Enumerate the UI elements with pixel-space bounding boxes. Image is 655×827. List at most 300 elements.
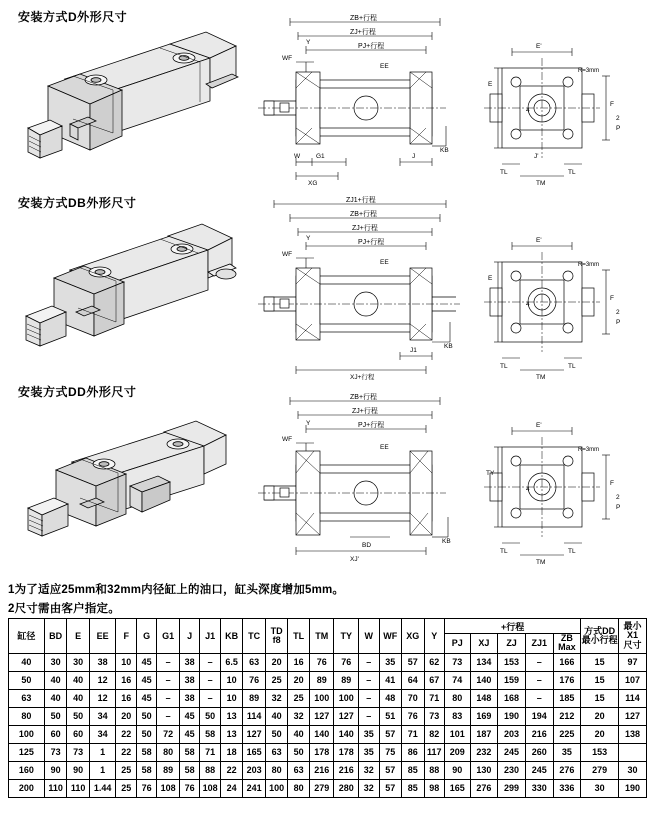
svg-text:J': J' bbox=[534, 153, 539, 160]
table-cell: 40 bbox=[67, 671, 90, 689]
svg-text:G1: G1 bbox=[316, 153, 325, 160]
table-cell: 40 bbox=[67, 689, 90, 707]
table-cell: 13 bbox=[220, 725, 243, 743]
table-cell: – bbox=[359, 653, 379, 671]
table-cell: 130 bbox=[470, 761, 498, 779]
table-cell: 20 bbox=[581, 725, 619, 743]
footnote-1: 1为了适应25mm和32mm内径缸上的油口，缸头深度增加5mm。 bbox=[8, 584, 345, 596]
table-cell: 16 bbox=[288, 653, 310, 671]
table-cell: 76 bbox=[136, 779, 156, 797]
th-bore: 缸径 bbox=[9, 619, 45, 654]
table-cell: 299 bbox=[498, 779, 526, 797]
table-cell: 90 bbox=[67, 761, 90, 779]
table-cell: 20 bbox=[288, 671, 310, 689]
svg-text:F: F bbox=[610, 101, 614, 108]
th-kb: KB bbox=[220, 619, 243, 654]
table-cell: 100 bbox=[265, 779, 288, 797]
svg-text:TL: TL bbox=[568, 363, 576, 370]
table-cell: 13 bbox=[220, 707, 243, 725]
table-cell: 140 bbox=[470, 671, 498, 689]
svg-text:Y: Y bbox=[306, 39, 311, 46]
table-cell: 89 bbox=[334, 671, 359, 689]
table-cell: 110 bbox=[44, 779, 67, 797]
th-tm: TM bbox=[309, 619, 334, 654]
table-cell: 276 bbox=[553, 761, 581, 779]
table-cell: – bbox=[200, 671, 220, 689]
svg-text:TM: TM bbox=[536, 374, 546, 380]
isometric-drawing-db bbox=[10, 212, 240, 372]
table-cell: 10 bbox=[116, 653, 136, 671]
svg-text:E: E bbox=[488, 275, 493, 282]
table-cell: 58 bbox=[136, 761, 156, 779]
table-header-row-1 bbox=[9, 619, 647, 634]
table-cell: 160 bbox=[9, 761, 45, 779]
table-cell: 35 bbox=[379, 653, 402, 671]
table-cell: 1 bbox=[89, 743, 116, 761]
table-cell: 279 bbox=[581, 761, 619, 779]
table-cell: 1 bbox=[89, 761, 116, 779]
table-cell: 114 bbox=[243, 707, 266, 725]
table-cell: 71 bbox=[424, 689, 444, 707]
svg-text:F: F bbox=[610, 295, 614, 302]
table-cell: 40 bbox=[288, 725, 310, 743]
table-cell: 58 bbox=[179, 761, 199, 779]
table-cell: 38 bbox=[179, 653, 199, 671]
th-j: J bbox=[179, 619, 199, 654]
table-cell: 101 bbox=[445, 725, 471, 743]
svg-text:XJ': XJ' bbox=[350, 556, 359, 563]
table-cell: 71 bbox=[402, 725, 425, 743]
table-cell: 70 bbox=[402, 689, 425, 707]
svg-text:TM: TM bbox=[536, 559, 546, 566]
table-cell: – bbox=[525, 689, 553, 707]
table-cell: 114 bbox=[619, 689, 647, 707]
table-cell: 50 bbox=[9, 671, 45, 689]
svg-text:ZJ+行程: ZJ+行程 bbox=[352, 408, 378, 415]
table-cell: – bbox=[200, 689, 220, 707]
table-cell: 76 bbox=[243, 671, 266, 689]
table-cell: 216 bbox=[334, 761, 359, 779]
isometric-drawing-dd bbox=[10, 400, 240, 560]
svg-text:PJ+行程: PJ+行程 bbox=[358, 422, 385, 429]
table-cell: – bbox=[157, 671, 180, 689]
table-cell: 10 bbox=[220, 689, 243, 707]
table-cell: 212 bbox=[553, 707, 581, 725]
table-cell: – bbox=[359, 707, 379, 725]
table-cell: 45 bbox=[179, 707, 199, 725]
th-zj1: ZJ1 bbox=[525, 634, 553, 654]
table-cell: 75 bbox=[379, 743, 402, 761]
table-cell: 108 bbox=[200, 779, 220, 797]
th-dd-min-stroke: 方式DD 最小行程 bbox=[581, 619, 619, 654]
th-td-f8: TD f8 bbox=[265, 619, 288, 654]
table-row bbox=[9, 689, 647, 707]
table-cell: 63 bbox=[265, 743, 288, 761]
svg-text:J: J bbox=[412, 153, 416, 160]
table-cell: 50 bbox=[136, 707, 156, 725]
table-cell: 45 bbox=[136, 689, 156, 707]
th-ee: EE bbox=[89, 619, 116, 654]
th-zj: ZJ bbox=[498, 634, 526, 654]
table-cell: 48 bbox=[379, 689, 402, 707]
table-cell: 40 bbox=[44, 671, 67, 689]
table-cell: 82 bbox=[424, 725, 444, 743]
table-cell: 153 bbox=[581, 743, 619, 761]
section-title-d: 安装方式D外形尺寸 bbox=[18, 10, 128, 24]
table-cell: 32 bbox=[359, 779, 379, 797]
dimension-table bbox=[8, 618, 647, 798]
th-e: E bbox=[67, 619, 90, 654]
table-cell: 25 bbox=[116, 761, 136, 779]
table-cell: 30 bbox=[67, 653, 90, 671]
table-cell: 57 bbox=[379, 725, 402, 743]
table-cell: 279 bbox=[309, 779, 334, 797]
table-cell: 190 bbox=[619, 779, 647, 797]
table-cell: 140 bbox=[309, 725, 334, 743]
table-cell: 12 bbox=[89, 671, 116, 689]
table-cell: 34 bbox=[89, 707, 116, 725]
table-cell: 38 bbox=[179, 671, 199, 689]
table-cell: 57 bbox=[379, 779, 402, 797]
table-cell: 40 bbox=[44, 689, 67, 707]
table-cell: 45 bbox=[136, 653, 156, 671]
table-cell: 73 bbox=[424, 707, 444, 725]
table-cell: 74 bbox=[445, 671, 471, 689]
table-cell: 41 bbox=[379, 671, 402, 689]
table-cell: – bbox=[525, 653, 553, 671]
svg-text:2: 2 bbox=[616, 494, 620, 501]
th-g1: G1 bbox=[157, 619, 180, 654]
table-cell: 169 bbox=[470, 707, 498, 725]
th-min-x1: 最小 X1 尺寸 bbox=[619, 619, 647, 654]
table-cell: 38 bbox=[179, 689, 199, 707]
th-y: Y bbox=[424, 619, 444, 654]
table-cell: 100 bbox=[334, 689, 359, 707]
table-cell: 80 bbox=[288, 779, 310, 797]
table-cell: 83 bbox=[445, 707, 471, 725]
svg-text:BD: BD bbox=[362, 542, 372, 549]
table-cell: 32 bbox=[288, 707, 310, 725]
table-cell: 190 bbox=[498, 707, 526, 725]
table-cell: 30 bbox=[581, 779, 619, 797]
table-cell: 127 bbox=[309, 707, 334, 725]
svg-text:W: W bbox=[294, 153, 301, 160]
table-cell: 20 bbox=[265, 653, 288, 671]
svg-text:ZB+行程: ZB+行程 bbox=[350, 15, 378, 22]
table-cell: 45 bbox=[136, 671, 156, 689]
table-cell: 25 bbox=[116, 779, 136, 797]
table-cell: 67 bbox=[424, 671, 444, 689]
table-row bbox=[9, 707, 647, 725]
table-cell: 80 bbox=[157, 743, 180, 761]
svg-text:TL: TL bbox=[500, 548, 508, 555]
table-cell: 108 bbox=[157, 779, 180, 797]
table-cell: 50 bbox=[265, 725, 288, 743]
footnote-2: 2尺寸需由客户指定。 bbox=[8, 603, 120, 615]
table-row bbox=[9, 653, 647, 671]
table-cell: 110 bbox=[67, 779, 90, 797]
table-cell: 16 bbox=[116, 689, 136, 707]
table-cell: 200 bbox=[9, 779, 45, 797]
th-bd: BD bbox=[44, 619, 67, 654]
table-cell: 148 bbox=[470, 689, 498, 707]
svg-text:PJ+行程: PJ+行程 bbox=[358, 43, 385, 50]
th-j1: J1 bbox=[200, 619, 220, 654]
table-cell: 232 bbox=[470, 743, 498, 761]
svg-text:4: 4 bbox=[526, 486, 530, 493]
svg-text:E': E' bbox=[536, 237, 542, 244]
table-cell: 80 bbox=[9, 707, 45, 725]
svg-text:R=3mm: R=3mm bbox=[578, 262, 600, 268]
table-cell: 32 bbox=[265, 689, 288, 707]
table-cell: 225 bbox=[553, 725, 581, 743]
th-w: W bbox=[359, 619, 379, 654]
svg-text:P: P bbox=[616, 504, 621, 511]
table-cell: 58 bbox=[179, 743, 199, 761]
table-cell: 127 bbox=[334, 707, 359, 725]
isometric-drawing-d bbox=[10, 24, 240, 184]
table-cell: 194 bbox=[525, 707, 553, 725]
th-ty: TY bbox=[334, 619, 359, 654]
table-cell: 51 bbox=[379, 707, 402, 725]
th-g: G bbox=[136, 619, 156, 654]
table-body bbox=[9, 653, 647, 797]
table-cell: 25 bbox=[265, 671, 288, 689]
table-cell: 168 bbox=[498, 689, 526, 707]
table-cell: 187 bbox=[470, 725, 498, 743]
table-cell: – bbox=[157, 707, 180, 725]
table-cell: 336 bbox=[553, 779, 581, 797]
svg-text:Y: Y bbox=[306, 420, 311, 427]
table-cell: 216 bbox=[525, 725, 553, 743]
table-cell: – bbox=[525, 671, 553, 689]
table-cell: 153 bbox=[498, 653, 526, 671]
table-cell: 50 bbox=[67, 707, 90, 725]
svg-text:PJ+行程: PJ+行程 bbox=[358, 239, 385, 246]
svg-text:J1: J1 bbox=[410, 347, 417, 354]
svg-text:ZB+行程: ZB+行程 bbox=[350, 211, 378, 218]
table-cell: 203 bbox=[498, 725, 526, 743]
table-cell: 117 bbox=[424, 743, 444, 761]
table-cell: 76 bbox=[309, 653, 334, 671]
table-cell: 127 bbox=[619, 707, 647, 725]
th-xg: XG bbox=[402, 619, 425, 654]
th-tc: TC bbox=[243, 619, 266, 654]
table-cell: – bbox=[200, 653, 220, 671]
table-cell: 35 bbox=[359, 725, 379, 743]
svg-text:TY: TY bbox=[486, 470, 495, 477]
table-cell: 80 bbox=[265, 761, 288, 779]
th-pj: PJ bbox=[445, 634, 471, 654]
table-cell: 63 bbox=[9, 689, 45, 707]
table-cell: 35 bbox=[553, 743, 581, 761]
table-cell: 50 bbox=[288, 743, 310, 761]
table-cell: 97 bbox=[619, 653, 647, 671]
table-cell: 22 bbox=[220, 761, 243, 779]
svg-text:WF: WF bbox=[282, 436, 293, 443]
table-cell: 1.44 bbox=[89, 779, 116, 797]
svg-text:TM: TM bbox=[536, 180, 546, 186]
table-cell: 76 bbox=[179, 779, 199, 797]
table-cell: 166 bbox=[553, 653, 581, 671]
th-xj: XJ bbox=[470, 634, 498, 654]
table-row bbox=[9, 671, 647, 689]
table-cell: 178 bbox=[334, 743, 359, 761]
table-cell: 138 bbox=[619, 725, 647, 743]
table-cell: 330 bbox=[525, 779, 553, 797]
table-cell: 185 bbox=[553, 689, 581, 707]
table-cell: 73 bbox=[67, 743, 90, 761]
table-cell: 86 bbox=[402, 743, 425, 761]
svg-text:ZJ+行程: ZJ+行程 bbox=[350, 29, 376, 36]
svg-text:ZJ+行程: ZJ+行程 bbox=[352, 225, 378, 232]
svg-text:TL: TL bbox=[500, 363, 508, 370]
table-cell: 85 bbox=[402, 761, 425, 779]
table-cell bbox=[619, 743, 647, 761]
table-cell: 176 bbox=[553, 671, 581, 689]
table-cell: – bbox=[157, 653, 180, 671]
svg-text:TL: TL bbox=[568, 169, 576, 176]
table-cell: 107 bbox=[619, 671, 647, 689]
svg-text:KB: KB bbox=[444, 343, 453, 350]
table-cell: 15 bbox=[581, 653, 619, 671]
table-cell: 72 bbox=[157, 725, 180, 743]
table-cell: 165 bbox=[445, 779, 471, 797]
table-cell: 20 bbox=[116, 707, 136, 725]
th-tl: TL bbox=[288, 619, 310, 654]
th-f: F bbox=[116, 619, 136, 654]
table-cell: 276 bbox=[470, 779, 498, 797]
table-cell: 24 bbox=[220, 779, 243, 797]
table-cell: 230 bbox=[498, 761, 526, 779]
table-cell: 60 bbox=[44, 725, 67, 743]
table-cell: 245 bbox=[525, 761, 553, 779]
table-cell: 38 bbox=[89, 653, 116, 671]
technical-drawing-db bbox=[250, 190, 650, 380]
table-cell: 76 bbox=[334, 653, 359, 671]
svg-text:2: 2 bbox=[616, 309, 620, 316]
table-cell: 100 bbox=[309, 689, 334, 707]
table-cell: 57 bbox=[379, 761, 402, 779]
table-cell: 280 bbox=[334, 779, 359, 797]
svg-text:KB: KB bbox=[442, 538, 451, 545]
table-cell: 89 bbox=[243, 689, 266, 707]
table-cell: – bbox=[157, 689, 180, 707]
table-cell: 40 bbox=[265, 707, 288, 725]
table-cell: 125 bbox=[9, 743, 45, 761]
svg-text:TL: TL bbox=[500, 169, 508, 176]
table-cell: 50 bbox=[136, 725, 156, 743]
table-cell: 30 bbox=[619, 761, 647, 779]
table-cell: 216 bbox=[309, 761, 334, 779]
th-wf: WF bbox=[379, 619, 402, 654]
technical-drawing-d bbox=[250, 6, 650, 186]
table-cell: 12 bbox=[89, 689, 116, 707]
table-cell: 18 bbox=[220, 743, 243, 761]
table-cell: 178 bbox=[309, 743, 334, 761]
table-cell: 22 bbox=[116, 743, 136, 761]
technical-drawing-dd bbox=[250, 385, 650, 570]
svg-text:F: F bbox=[610, 480, 614, 487]
table-cell: 22 bbox=[116, 725, 136, 743]
table-cell: 88 bbox=[424, 761, 444, 779]
table-row bbox=[9, 743, 647, 761]
table-cell: 50 bbox=[200, 707, 220, 725]
svg-text:WF: WF bbox=[282, 55, 293, 62]
svg-text:R=3mm: R=3mm bbox=[578, 447, 600, 453]
table-cell: 32 bbox=[359, 761, 379, 779]
table-cell: 64 bbox=[402, 671, 425, 689]
svg-text:WF: WF bbox=[282, 251, 293, 258]
table-cell: 58 bbox=[200, 725, 220, 743]
table-cell: 76 bbox=[402, 707, 425, 725]
table-cell: 127 bbox=[243, 725, 266, 743]
section-title-db: 安装方式DB外形尺寸 bbox=[18, 196, 137, 210]
table-cell: 35 bbox=[359, 743, 379, 761]
table-cell: 10 bbox=[220, 671, 243, 689]
table-cell: 16 bbox=[116, 671, 136, 689]
table-cell: 98 bbox=[424, 779, 444, 797]
table-cell: 90 bbox=[445, 761, 471, 779]
svg-text:P: P bbox=[616, 319, 621, 326]
table-cell: 80 bbox=[445, 689, 471, 707]
table-cell: 165 bbox=[243, 743, 266, 761]
table-cell: 62 bbox=[424, 653, 444, 671]
table-cell: 57 bbox=[402, 653, 425, 671]
svg-text:EE: EE bbox=[380, 444, 389, 451]
svg-text:TL: TL bbox=[568, 548, 576, 555]
svg-text:EE: EE bbox=[380, 259, 389, 266]
svg-text:P: P bbox=[616, 125, 621, 132]
table-cell: 100 bbox=[9, 725, 45, 743]
table-cell: 58 bbox=[136, 743, 156, 761]
table-cell: 85 bbox=[402, 779, 425, 797]
table-row bbox=[9, 725, 647, 743]
table-cell: 15 bbox=[581, 671, 619, 689]
table-cell: 20 bbox=[581, 707, 619, 725]
table-cell: 241 bbox=[243, 779, 266, 797]
svg-text:KB: KB bbox=[440, 147, 449, 154]
table-row bbox=[9, 779, 647, 797]
svg-text:R=3mm: R=3mm bbox=[578, 68, 600, 74]
svg-text:E': E' bbox=[536, 422, 542, 429]
table-cell: 134 bbox=[470, 653, 498, 671]
table-cell: – bbox=[359, 671, 379, 689]
table-cell: 15 bbox=[581, 689, 619, 707]
table-cell: 25 bbox=[288, 689, 310, 707]
table-cell: 6.5 bbox=[220, 653, 243, 671]
svg-text:2: 2 bbox=[616, 115, 620, 122]
table-cell: 45 bbox=[179, 725, 199, 743]
table-row bbox=[9, 761, 647, 779]
table-cell: 89 bbox=[309, 671, 334, 689]
table-cell: 73 bbox=[44, 743, 67, 761]
svg-text:E: E bbox=[488, 81, 493, 88]
section-title-dd: 安装方式DD外形尺寸 bbox=[18, 385, 137, 399]
svg-text:E': E' bbox=[536, 43, 542, 50]
table-cell: 209 bbox=[445, 743, 471, 761]
table-cell: 34 bbox=[89, 725, 116, 743]
svg-text:4: 4 bbox=[526, 107, 530, 114]
svg-text:XG: XG bbox=[308, 180, 318, 186]
table-cell: 203 bbox=[243, 761, 266, 779]
table-cell: 89 bbox=[157, 761, 180, 779]
svg-text:EE: EE bbox=[380, 63, 389, 70]
table-cell: 63 bbox=[243, 653, 266, 671]
table-cell: 71 bbox=[200, 743, 220, 761]
svg-text:ZJ1+行程: ZJ1+行程 bbox=[346, 197, 376, 204]
table-cell: 159 bbox=[498, 671, 526, 689]
